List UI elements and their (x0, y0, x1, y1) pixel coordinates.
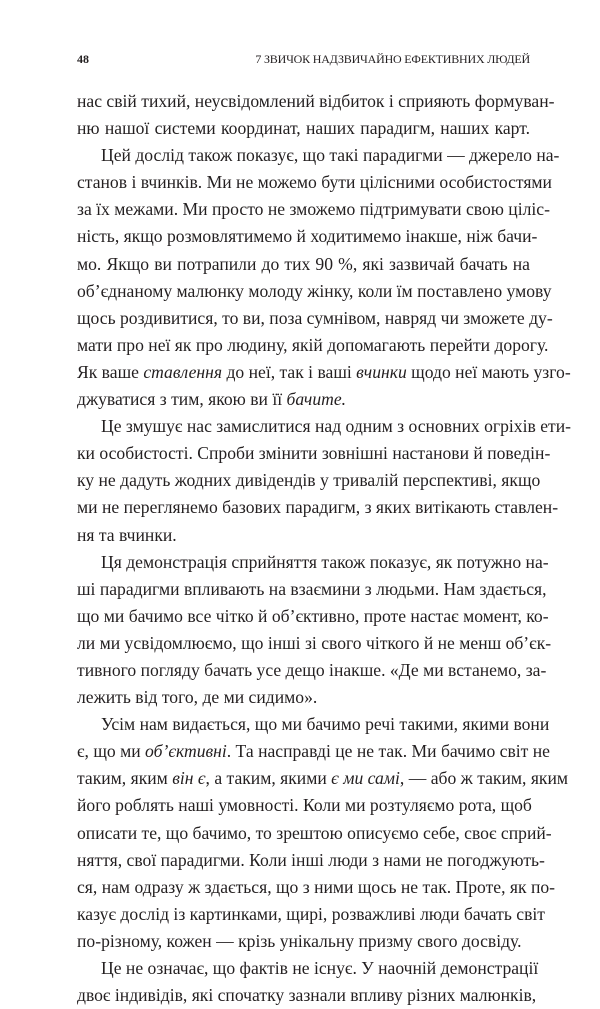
text-line (77, 196, 550, 223)
body-text (77, 88, 571, 1009)
text-segment: що ми бачимо все чітко й об’єктивно, проте настає момент, ко- (77, 605, 549, 626)
text-line (77, 223, 538, 250)
text-segment: об’єднаному малюнку молоду жінку, коли їм поставлено умову (77, 280, 552, 301)
text-segment: описати те, що бачимо, то зрештою описуємо себе, своє сприй- (77, 822, 552, 843)
text-segment: Це змушує нас замислитися над одним з основних огріхів ети- (101, 416, 571, 437)
text-segment: Ця демонстрація сприйняття також показує, як потужно на- (101, 551, 549, 572)
text-line (77, 467, 541, 494)
text-segment: казує дослід із картинками, щирі, розважливі люди бачать світ (77, 903, 545, 924)
paragraph-first-line (77, 711, 550, 738)
italic-text: бачите. (286, 389, 347, 410)
text-segment: лежить від того, де ми сидимо». (77, 687, 318, 708)
text-segment: тивного погляду бачать усе дещо інакше. «Де ми встанемо, за- (77, 659, 547, 680)
italic-text: є ми самі (331, 768, 400, 789)
text-line (77, 765, 569, 792)
text-line (77, 359, 571, 386)
text-segment: за їх межами. Ми просто не зможемо підтримувати свою ціліс- (77, 199, 550, 220)
text-line (77, 657, 547, 684)
text-segment: ня та вчинки. (77, 524, 177, 545)
text-segment: таким, яким (77, 768, 173, 789)
text-segment: є, що ми (77, 741, 146, 762)
text-segment: мо. Якщо ви потрапили до тих 90 %, які зазвичай бачать на (77, 253, 530, 274)
text-segment: Як ваше (77, 361, 144, 382)
text-line (77, 603, 549, 630)
text-segment: двоє індивідів, які спочатку зазнали впливу різних малюнків, (77, 985, 537, 1006)
text-segment: ню нашої системи координат, наших парадигм, наших карт. (77, 118, 530, 139)
text-segment: його роблять наші умовності. Коли ми розтуляємо рота, щоб (77, 795, 532, 816)
text-segment: ми не переглянемо базових парадигм, з яких витікають ставлен- (77, 497, 559, 518)
text-segment: мати про неї як про людину, якій допомагають перейти дорогу. (77, 334, 549, 355)
text-line (77, 820, 552, 847)
text-segment: няття, свої парадигми. Коли інші люди з нами не погоджують- (77, 849, 545, 870)
text-line (77, 88, 555, 115)
text-segment: Це не означає, що фактів не існує. У наочній демонстрації (101, 958, 539, 978)
paragraph-first-line (77, 955, 539, 982)
text-line (77, 630, 552, 657)
italic-text: він є (172, 768, 206, 789)
text-segment: , — або ж таким, яким (399, 768, 569, 789)
text-line (77, 494, 559, 521)
text-segment: Усім нам видається, що ми бачимо речі такими, якими вони (101, 714, 550, 735)
text-segment: по-різному, кожен — крізь унікальну призму свого досвіду. (77, 930, 522, 951)
text-segment: . Та насправді це не так. Ми бачимо світ не (226, 741, 550, 762)
text-segment: ші парадигми впливають на взаємини з людьми. Нам здається, (77, 578, 547, 599)
text-segment: нас свій тихий, неусвідомлений відбиток і сприяють формуван- (77, 91, 555, 111)
paragraph-first-line (77, 142, 560, 169)
text-segment: , а таким, якими (205, 768, 332, 789)
text-line (77, 738, 550, 765)
running-head (77, 52, 530, 70)
text-segment: ся, нам одразу ж здається, що з ними щось не так. Проте, як по- (77, 876, 556, 897)
text-line (77, 386, 530, 413)
text-line (77, 874, 556, 901)
text-segment: до неї, так і ваші (222, 361, 357, 382)
text-line (77, 305, 553, 332)
text-segment: ки особистості. Спроби змінити зовнішні настанови й поведін- (77, 443, 551, 464)
text-line (77, 928, 530, 955)
text-segment: станов і вчинків. Ми не можемо бути цілісними особистостями (77, 172, 552, 193)
text-segment: ли ми усвідомлюємо, що інші зі свого чіткого й не менш об’єк- (77, 632, 552, 653)
text-line (77, 847, 545, 874)
text-line (77, 440, 551, 467)
text-segment: Цей дослід також показує, що такі парадигми — джерело на- (101, 145, 560, 166)
text-line (77, 684, 530, 711)
book-title: 7 ЗВИЧОК НАДЗВИЧАЙНО ЕФЕКТИВНИХ ЛЮДЕЙ (255, 52, 530, 66)
text-line (77, 251, 530, 278)
italic-text: об’єктивні (145, 741, 227, 762)
text-line (77, 901, 545, 928)
text-segment: ність, якщо розмовлятимемо й ходитимемо інакше, ніж бачи- (77, 226, 538, 247)
text-segment: джуватися з тим, якою ви її (77, 389, 287, 410)
text-line (77, 332, 549, 359)
italic-text: вчинки (356, 361, 407, 382)
italic-text: ставлення (143, 361, 223, 382)
text-line (77, 792, 530, 819)
text-segment: ку не дадуть жодних дивідендів у тривалій перспективі, якщо (77, 470, 541, 491)
text-line (77, 576, 547, 603)
text-line (77, 278, 552, 305)
text-segment: щось роздивитися, то ви, поза сумнівом, навряд чи зможете ду- (77, 307, 553, 328)
page-number: 48 (77, 52, 89, 66)
text-line (77, 169, 552, 196)
paragraph-first-line (77, 413, 571, 440)
text-segment: щодо неї мають узго- (406, 361, 571, 382)
text-line (77, 522, 530, 549)
text-line (77, 982, 537, 1009)
paragraph-first-line (77, 549, 549, 576)
text-line (77, 115, 530, 142)
